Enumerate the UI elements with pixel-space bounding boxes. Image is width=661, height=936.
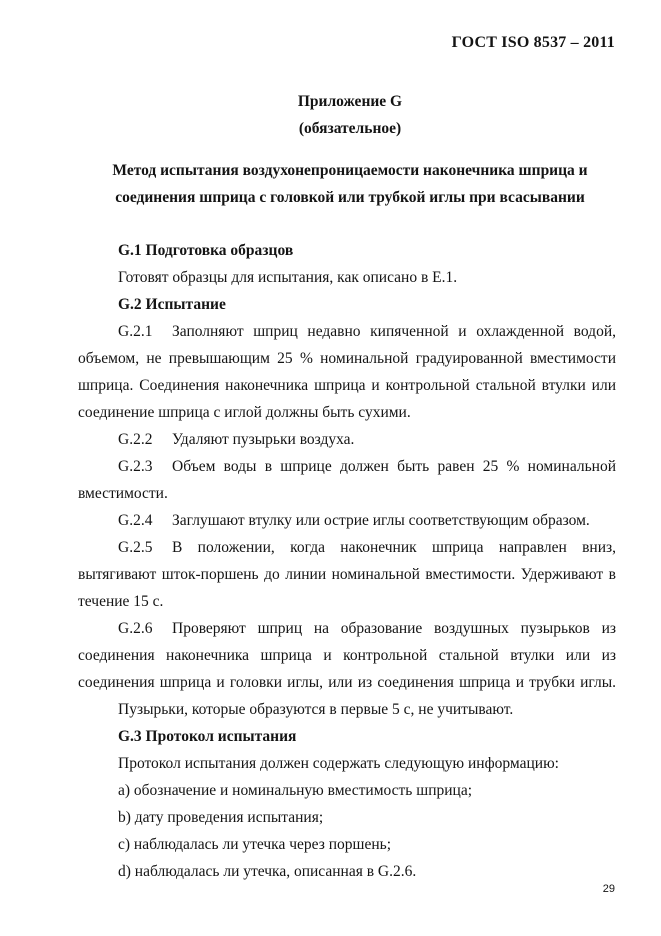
paragraph-g221-line-2: объемом, не превышающим 25 % номинальной градуированной вместимости — [78, 350, 616, 367]
document-body — [78, 237, 616, 885]
clause-text: В положении, когда наконечник шприца направлен вниз, — [172, 539, 616, 556]
clause-text: Заглушают втулку или острие иглы соответствующим образом. — [172, 512, 590, 529]
standard-code: ГОСТ ISO 8537 – 2011 — [451, 34, 615, 51]
paragraph-g3-intro: Протокол испытания должен содержать следующую информацию: — [118, 755, 559, 772]
paragraph-g222 — [78, 426, 616, 453]
section-heading-g3: G.3 Протокол испытания — [118, 728, 297, 745]
clause-text: Объем воды в шприце должен быть равен 25 % номинальной — [172, 458, 616, 475]
paragraph-g224 — [78, 507, 616, 534]
clause-text: Удаляют пузырьки воздуха. — [172, 431, 355, 448]
paragraph-g226-line-1 — [78, 615, 616, 642]
clause-text: Заполняют шприц недавно кипяченной и охлажденной водой, — [172, 323, 616, 340]
paragraph-g223-line-2: вместимости. — [78, 485, 168, 502]
paragraph-g225-line-1 — [78, 534, 616, 561]
method-title-line-2: соединения шприца с головкой или трубкой иглы при всасывании — [115, 189, 585, 206]
list-item-d: d) наблюдалась ли утечка, описанная в G.2.6. — [118, 863, 417, 880]
list-item-c: c) наблюдалась ли утечка через поршень; — [118, 836, 391, 853]
paragraph-g225-line-3: течение 15 с. — [78, 593, 164, 610]
page-number: 29 — [602, 883, 615, 895]
paragraph-g221-line-1 — [78, 318, 616, 345]
paragraph-g223-line-1 — [78, 453, 616, 480]
paragraph-g221-line-3: шприца. Соединения наконечника шприца и контрольной стальной втулки или — [78, 377, 616, 394]
paragraph-g1: Готовят образцы для испытания, как описано в Е.1. — [118, 269, 458, 286]
clause-number: G.2.5 — [118, 539, 153, 556]
clause-text: Проверяют шприц на образование воздушных пузырьков из — [172, 620, 616, 637]
clause-number: G.2.6 — [118, 620, 153, 637]
clause-number: G.2.3 — [118, 458, 153, 475]
list-item-a: a) обозначение и номинальную вместимость шприца; — [118, 782, 473, 799]
annex-status: (обязательное) — [298, 120, 402, 137]
clause-number: G.2.1 — [118, 323, 153, 340]
annex-title: Приложение G — [297, 93, 403, 110]
clause-number: G.2.4 — [118, 512, 153, 529]
paragraph-g226-line-2: соединения наконечника шприца и контрольной стальной втулки или из — [78, 647, 616, 664]
paragraph-g225-line-2: вытягивают шток-поршень до линии номинальной вместимости. Удерживают в — [78, 566, 616, 583]
clause-number: G.2.2 — [118, 431, 153, 448]
paragraph-g226-line-3: соединения шприца и головки иглы, или из соединения шприца и трубки иглы. — [78, 674, 616, 691]
method-title-line-1: Метод испытания воздухонепроницаемости наконечника шприца и — [112, 162, 588, 179]
section-heading-g2: G.2 Испытание — [118, 296, 226, 313]
section-heading-g1: G.1 Подготовка образцов — [118, 242, 294, 259]
paragraph-bubbles-note: Пузырьки, которые образуются в первые 5 с, не учитывают. — [118, 701, 514, 718]
list-item-b: b) дату проведения испытания; — [118, 809, 324, 826]
paragraph-g221-line-4: соединение шприца с иглой должны быть сухими. — [78, 404, 411, 421]
